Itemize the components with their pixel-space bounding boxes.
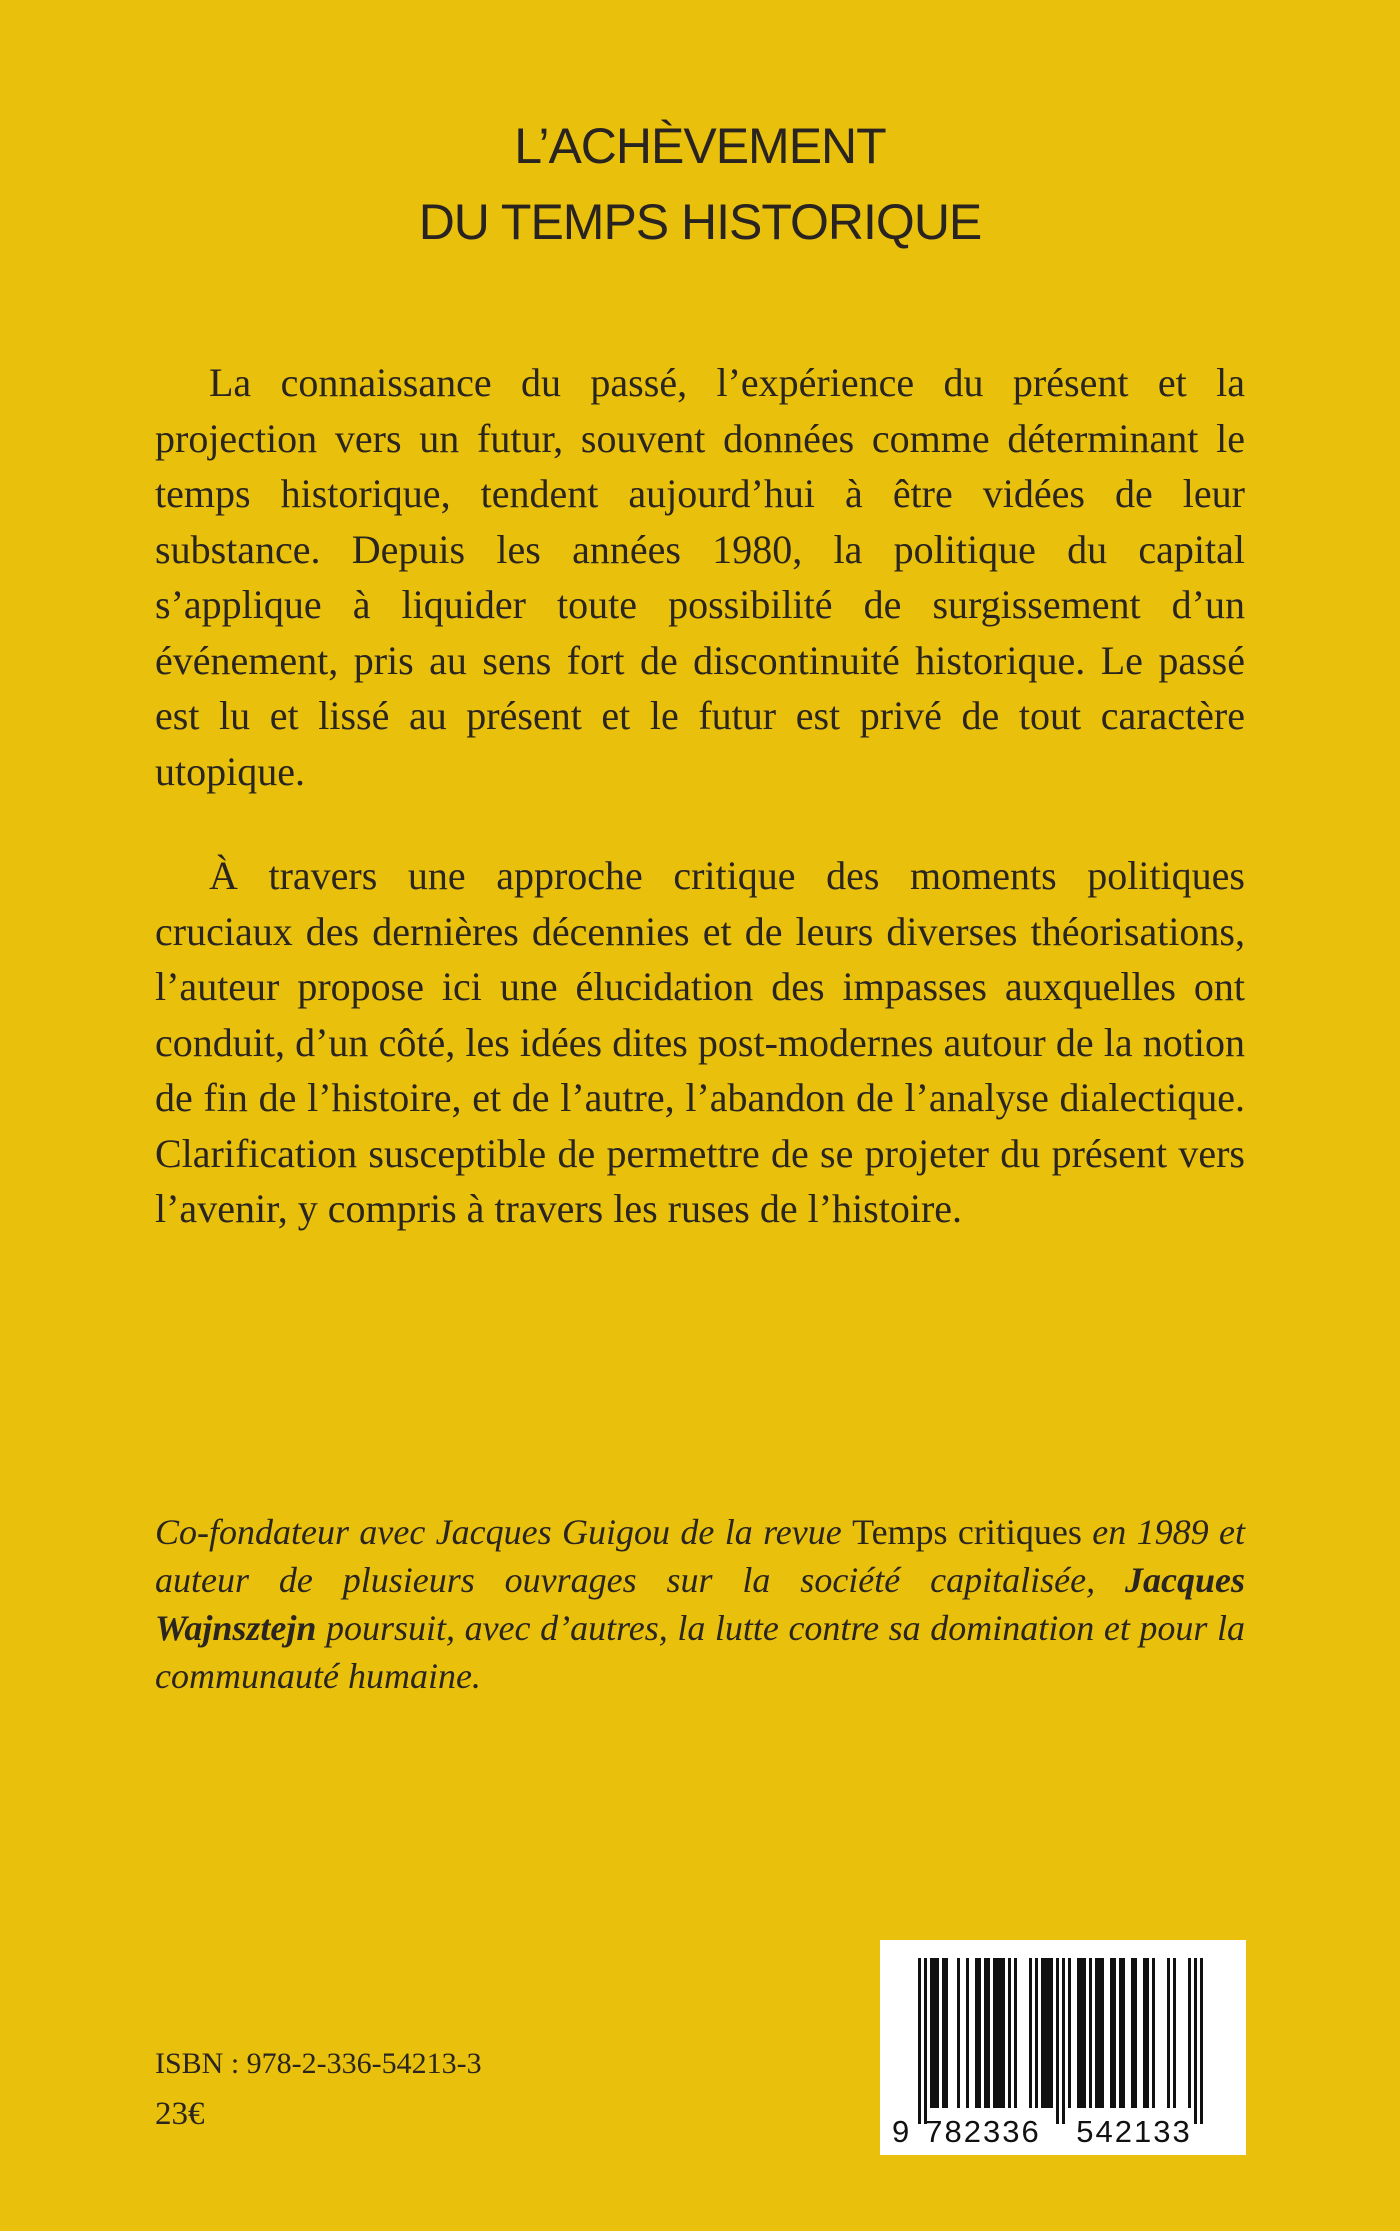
barcode-bar xyxy=(1188,1958,1191,2108)
barcode-graphic xyxy=(880,1940,1246,2155)
barcode-bar xyxy=(1167,1958,1170,2108)
barcode-bar xyxy=(1050,1958,1053,2108)
title-line-2: DU TEMPS HISTORIQUE xyxy=(418,194,982,250)
barcode-bar xyxy=(978,1958,981,2108)
barcode-bar xyxy=(1008,1958,1011,2108)
book-title xyxy=(0,108,1400,260)
barcode-bar xyxy=(999,1958,1002,2108)
summary-paragraph-1: La connaissance du passé, l’expérience du présent et la projection vers un futur, souvent données comme déterminant le temps historique, tendent aujourd’hui à être vidées de leur substance. Depuis les années 1980, la politique du capital s’applique à liquider toute possibilité de surgissement d’un événement, pris au sens fort de discontinuité historique. Le passé est lu et lissé au présent et le futur est privé de tout caractère utopique. xyxy=(155,360,1245,794)
barcode-bar xyxy=(1041,1958,1044,2108)
barcode-bar xyxy=(1101,1958,1104,2108)
barcode-bar xyxy=(1062,1958,1065,2124)
barcode-bar xyxy=(1029,1958,1032,2108)
barcode-bar xyxy=(1095,1958,1098,2108)
barcode-first-digit: 9 xyxy=(892,2114,910,2149)
barcode-bar xyxy=(1068,1958,1071,2108)
bio-text-2: en 1989 et auteur de plusieurs ouvrages sur la société capitalisée, xyxy=(155,1512,1245,1600)
barcode-bar xyxy=(1047,1958,1050,2108)
barcode-bar xyxy=(1194,1958,1197,2124)
barcode-bar xyxy=(1056,1958,1059,2124)
barcode-right-digits: 542133 xyxy=(1076,2114,1192,2149)
barcode-bar xyxy=(1014,1958,1017,2108)
bio-text-1: Co-fondateur avec Jacques Guigou de la revue xyxy=(155,1512,853,1552)
title-line-1: L’ACHÈVEMENT xyxy=(514,118,886,174)
barcode-bar xyxy=(984,1958,987,2108)
barcode-left-digits: 782336 xyxy=(925,2114,1041,2149)
barcode-bar xyxy=(1044,1958,1047,2108)
barcode-bar xyxy=(1122,1958,1125,2108)
barcode-bar xyxy=(930,1958,933,2108)
barcode-bar xyxy=(987,1958,990,2108)
barcode-bar xyxy=(1173,1958,1176,2108)
barcode-bar xyxy=(1077,1958,1080,2108)
barcode-bar xyxy=(918,1958,921,2124)
barcode-bar xyxy=(1113,1958,1116,2108)
barcode-bar xyxy=(1143,1958,1146,2108)
author-bio xyxy=(155,1508,1245,1700)
barcode-bar xyxy=(1080,1958,1083,2108)
barcode-bar xyxy=(1152,1958,1155,2108)
barcode-bar xyxy=(1083,1958,1086,2108)
barcode-bar xyxy=(966,1958,969,2108)
isbn: ISBN : 978-2-336-54213-3 xyxy=(155,2047,482,2080)
barcode-bar xyxy=(993,1958,996,2108)
barcode-bar xyxy=(1131,1958,1134,2108)
bio-journal-name: Temps critiques xyxy=(852,1512,1082,1552)
barcode-bar xyxy=(1146,1958,1149,2108)
barcode-bar xyxy=(945,1958,948,2108)
bio-text-3: poursuit, avec d’autres, la lutte contre sa domination et pour la communauté humaine. xyxy=(155,1608,1245,1696)
bio-author-name: Jacques Wajnsztejn xyxy=(155,1560,1245,1648)
barcode xyxy=(880,1940,1246,2155)
barcode-bar xyxy=(1200,1958,1203,2124)
barcode-bar xyxy=(975,1958,978,2108)
barcode-bar xyxy=(1098,1958,1101,2108)
barcode-bar xyxy=(1002,1958,1005,2108)
barcode-bar xyxy=(933,1958,936,2108)
barcode-bar xyxy=(942,1958,945,2108)
barcode-bar xyxy=(996,1958,999,2108)
barcode-bar xyxy=(1134,1958,1137,2108)
barcode-bar xyxy=(924,1958,927,2124)
barcode-bar xyxy=(1110,1958,1113,2108)
summary-paragraph-2: À travers une approche critique des moments politiques cruciaux des dernières décennies et de leurs diverses théorisations, l’auteur propose ici une élucidation des impasses auxquelles ont conduit, d’un côté, les idées dites post-modernes autour de la notion de fin de l’histoire, et de l’autre, l’abandon de l’analyse dialectique. Clarification susceptible de permettre de se projeter du présent vers l’avenir, y compris à travers les ruses de l’histoire. xyxy=(155,853,1245,1231)
barcode-bar xyxy=(957,1958,960,2108)
barcode-bar xyxy=(1089,1958,1092,2108)
barcode-bar xyxy=(1035,1958,1038,2108)
barcode-bar xyxy=(936,1958,939,2108)
price: 23€ xyxy=(155,2096,205,2132)
barcode-bar xyxy=(1119,1958,1122,2108)
